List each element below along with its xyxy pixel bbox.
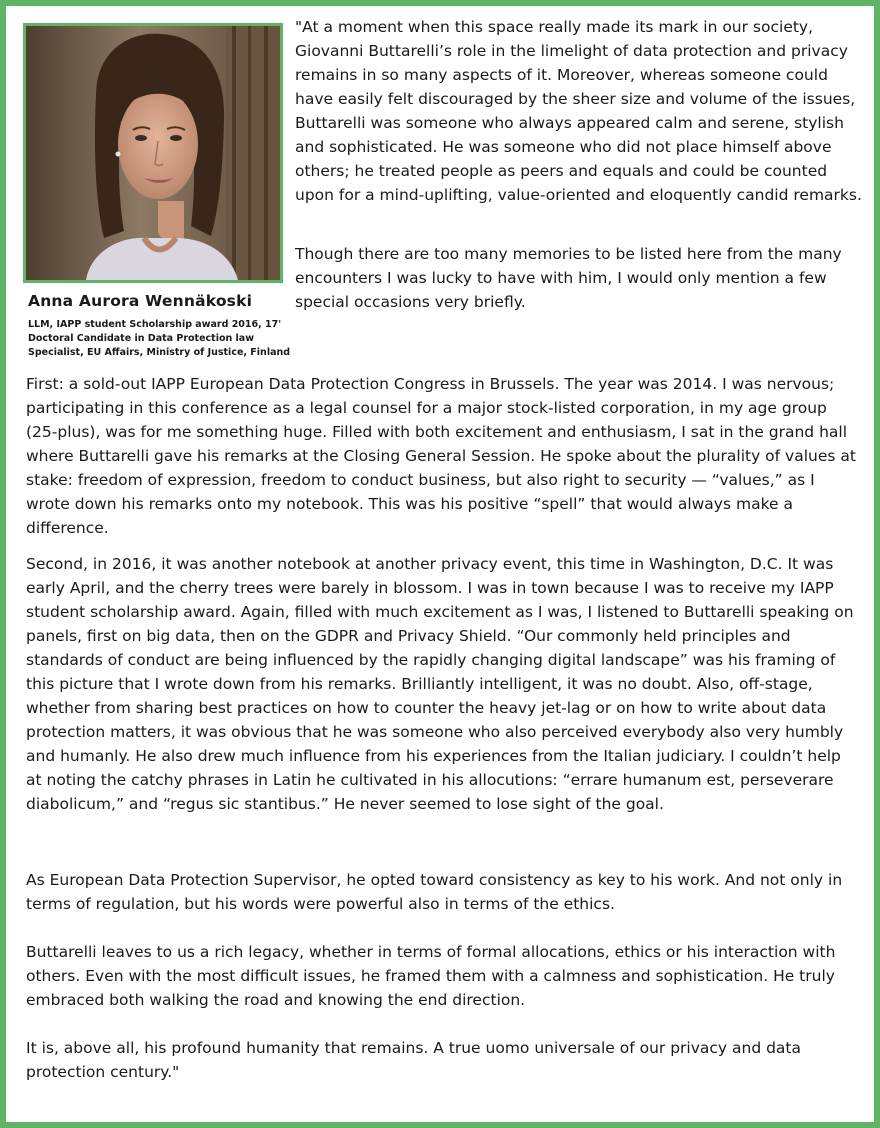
closing-paragraph: It is, above all, his profound humanity that remains. A true uomo universale of our privacy and data protection century." — [26, 1039, 801, 1081]
supervisor-paragraph: As European Data Protection Supervisor, he opted toward consistency as key to his work. And not only in terms of regulation, but his words were powerful also in terms of the ethics. — [26, 871, 843, 913]
credential-item: Doctoral Candidate in Data Protection law — [28, 333, 254, 344]
credential-item: LLM, IAPP student Scholarship award 2016, 17' — [28, 319, 282, 330]
legacy-paragraph: Buttarelli leaves to us a rich legacy, whether in terms of formal allocations, ethics or his interaction with others. Even with the most difficult issues, he framed them with a calmness and sophistication. He truly embraced both walking the road and knowing the end direction. — [26, 943, 836, 1009]
second-memory-paragraph: Second, in 2016, it was another notebook at another privacy event, this time in Washington, D.C. It was early April, and the cherry trees were barely in blossom. I was in town because I was to receive my IAPP student scholarship award. Again, filled with much excitement as I was, I listened to Buttarelli speaking on panels, first on big data, then on the GDPR and Privacy Shield. “Our commonly held principles and standards of conduct are being influenced by the rapidly changing digital landscape” was his framing of this picture that I wrote down from his remarks. Brilliantly intelligent, it was no doubt. Also, off-stage, whether from sharing best practices on how to counter the heavy jet-lag or on how to write about data protection matters, it was obvious that he was someone who also perceived everybody also very humbly and humanly. He also drew much influence from his experiences from the Italian judiciary. I couldn’t help at noting the catchy phrases in Latin he cultivated in his allocutions: “errare humanum est, perseverare diabolicum,” and “regus sic stantibus.” He never seemed to lose sight of the goal. — [26, 555, 854, 813]
author-credentials — [28, 318, 290, 360]
credential-item: Specialist, EU Affairs, Ministry of Justice, Finland — [28, 347, 291, 358]
portrait-image — [26, 26, 280, 280]
first-memory-paragraph: First: a sold-out IAPP European Data Protection Congress in Brussels. The year was 2014. I was nervous; participating in this conference as a legal counsel for a major stock-listed corporation, in my age group (25-plus), was for me something huge. Filled with both excitement and enthusiasm, I sat in the grand hall where Buttarelli gave his remarks at the Closing General Session. He spoke about the plurality of values at stake: freedom of expression, freedom to conduct business, but also right to security — “values,” as I wrote down his remarks onto my notebook. This was his positive “spell” that would always make a difference. — [26, 375, 856, 537]
quote-intro-paragraph: Though there are too many memories to be listed here from the many encounters I was lucky to have with him, I would only mention a few special occasions very briefly. — [295, 245, 842, 311]
portrait-photo — [23, 23, 283, 283]
author-name: Anna Aurora Wennäkoski — [28, 292, 253, 310]
quote-opening-paragraph: "At a moment when this space really made its mark in our society, Giovanni Buttarelli’s role in the limelight of data protection and privacy remains in so many aspects of it. Moreover, whereas someone could have easily felt discouraged by the sheer size and volume of the issues, Buttarelli was someone who always appeared calm and serene, stylish and sophisticated. He was someone who did not place himself above others; he treated people as peers and equals and could be counted upon for a mind-uplifting, value-oriented and eloquently candid remarks. — [295, 18, 862, 204]
